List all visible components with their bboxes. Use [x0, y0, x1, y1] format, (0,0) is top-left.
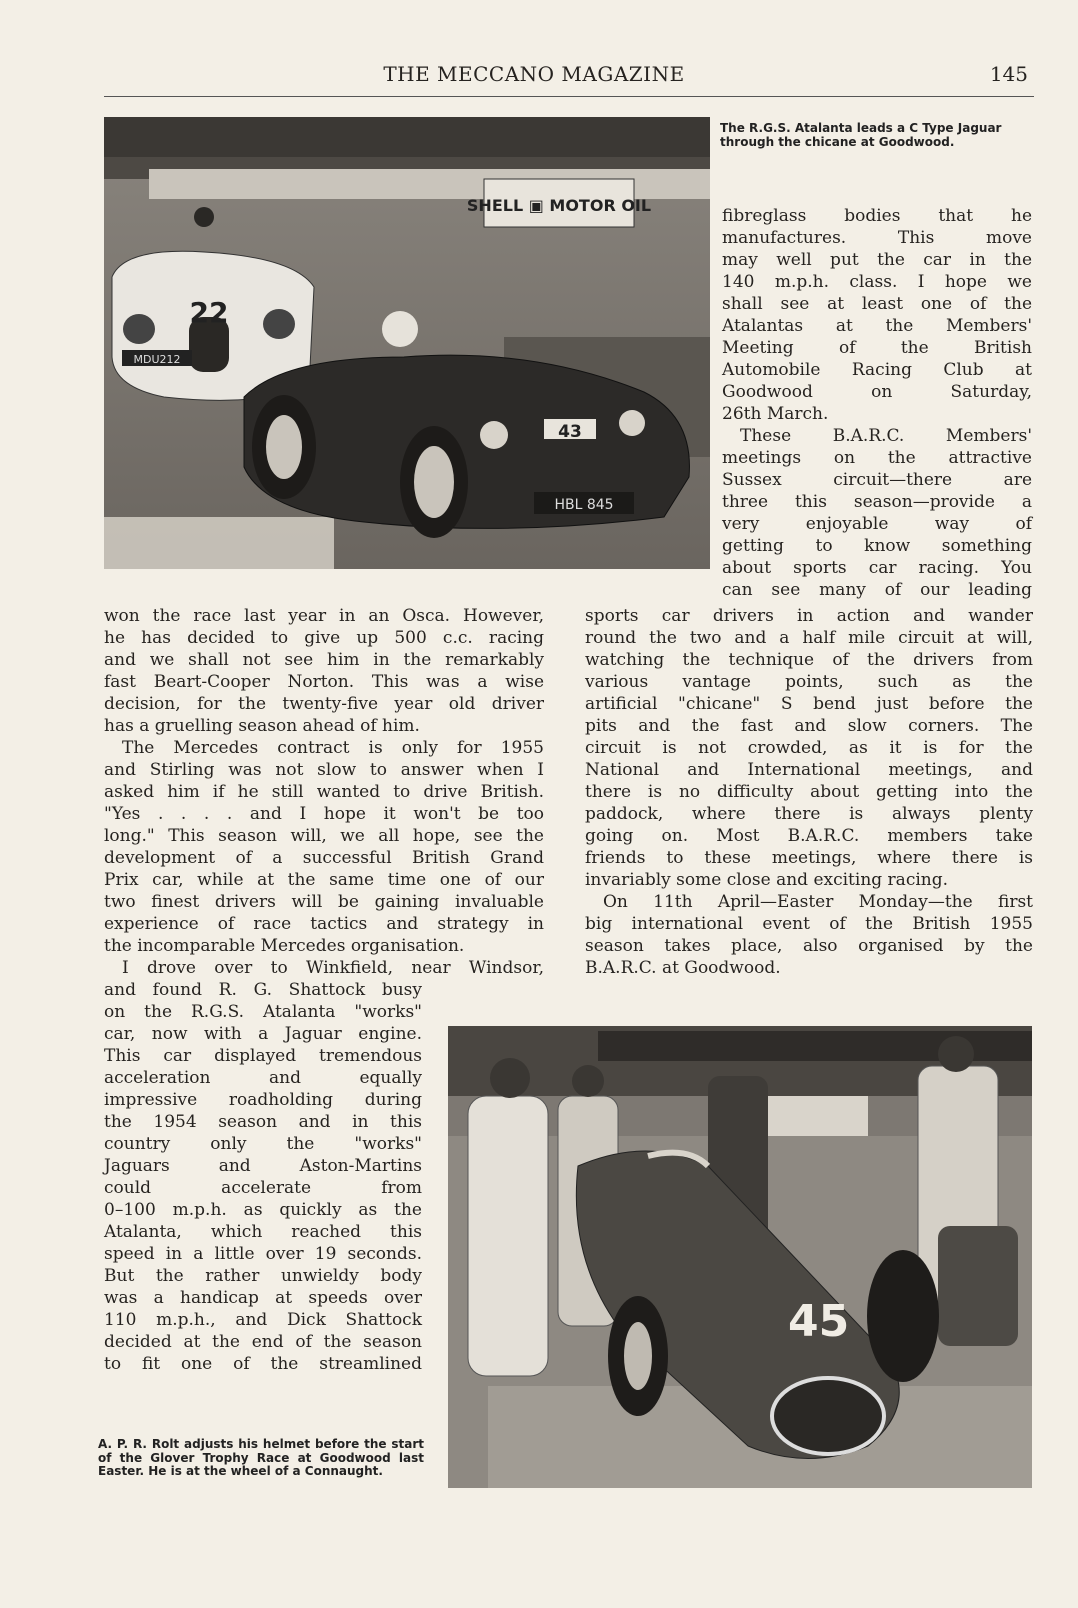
text-line: won the race last year in an Osca. However,: [104, 606, 544, 626]
pit-photo-illustration: [448, 1026, 1032, 1488]
text-line: going on. Most B.A.R.C. members take: [585, 826, 1033, 846]
magazine-title: THE MECCANO MAGAZINE: [383, 62, 685, 86]
text-line: B.A.R.C. at Goodwood.: [585, 958, 781, 978]
text-line: big international event of the British 1955: [585, 914, 1033, 934]
text-line: sports car drivers in action and wander: [585, 606, 1033, 626]
text-line: car, now with a Jaguar engine.: [104, 1024, 422, 1044]
text-line: artificial "chicane" S bend just before the: [585, 694, 1033, 714]
text-line: to fit one of the streamlined: [104, 1354, 422, 1374]
shell-sign: SHELL ▣ MOTOR OIL: [466, 196, 652, 215]
caption-top-photo: [720, 122, 1032, 149]
text-line: Goodwood on Saturday,: [722, 382, 1032, 402]
text-line: and found R. G. Shattock busy: [104, 980, 422, 1000]
text-line: decided at the end of the season: [104, 1332, 422, 1352]
photo-atalanta-jaguar: [104, 117, 710, 569]
car-45-number: 45: [788, 1296, 850, 1347]
text-line: decision, for the twenty-five year old driver: [104, 694, 544, 714]
text-line: various vantage points, such as the: [585, 672, 1033, 692]
text-line: Prix car, while at the same time one of our: [104, 870, 544, 890]
text-line: the incomparable Mercedes organisation.: [104, 936, 465, 956]
photo-connaught-rolt: [448, 1026, 1032, 1488]
text-line: Automobile Racing Club at: [722, 360, 1032, 380]
text-line: 140 m.p.h. class. I hope we: [722, 272, 1032, 292]
text-line: paddock, where there is always plenty: [585, 804, 1033, 824]
car-22-number: 22: [189, 296, 229, 329]
text-line: there is no difficulty about getting into the: [585, 782, 1033, 802]
text-line: round the two and a half mile circuit at will,: [585, 628, 1033, 648]
text-line: friends to these meetings, where there is: [585, 848, 1033, 868]
right-column-mid: [585, 605, 1033, 979]
text-line: "Yes . . . . and I hope it won't be too: [104, 804, 544, 824]
text-line: getting to know something: [722, 536, 1032, 556]
text-line: the 1954 season and in this: [104, 1112, 422, 1132]
text-line: Meeting of the British: [722, 338, 1032, 358]
text-line: These B.A.R.C. Members': [740, 426, 1032, 446]
text-line: can see many of our leading: [722, 580, 1032, 600]
text-line: pits and the fast and slow corners. The: [585, 716, 1033, 736]
text-line: may well put the car in the: [722, 250, 1032, 270]
text-line: 26th March.: [722, 404, 829, 424]
text-line: has a gruelling season ahead of him.: [104, 716, 420, 736]
text-line: acceleration and equally: [104, 1068, 422, 1088]
text-line: could accelerate from: [104, 1178, 422, 1198]
page-number: 145: [989, 62, 1028, 86]
text-line: country only the "works": [104, 1134, 422, 1154]
text-line: was a handicap at speeds over: [104, 1288, 422, 1308]
text-line: very enjoyable way of: [722, 514, 1032, 534]
text-line: Atalantas at the Members': [722, 316, 1032, 336]
text-line: This car displayed tremendous: [104, 1046, 422, 1066]
text-line: circuit is not crowded, as it is for the: [585, 738, 1033, 758]
text-line: about sports car racing. You: [722, 558, 1032, 578]
text-line: asked him if he still wanted to drive British.: [104, 782, 544, 802]
text-line: he has decided to give up 500 c.c. racing: [104, 628, 544, 648]
text-line: three this season—provide a: [722, 492, 1032, 512]
car-43-plate: HBL 845: [554, 497, 614, 513]
text-line: Jaguars and Aston-Martins: [104, 1156, 422, 1176]
text-line: The Mercedes contract is only for 1955: [122, 738, 544, 758]
page-header: [104, 62, 1034, 98]
text-line: 0–100 m.p.h. as quickly as the: [104, 1200, 422, 1220]
left-column-mid: [104, 605, 544, 979]
text-line: fast Beart-Cooper Norton. This was a wise: [104, 672, 544, 692]
right-column-top: [722, 205, 1032, 601]
caption-bottom-photo: [98, 1438, 424, 1479]
text-line: On 11th April—Easter Monday—the first: [603, 892, 1033, 912]
header-rule: [104, 96, 1034, 97]
text-line: I drove over to Winkfield, near Windsor,: [122, 958, 544, 978]
text-line: season takes place, also organised by the: [585, 936, 1033, 956]
text-line: and Stirling was not slow to answer when I: [104, 760, 544, 780]
left-column-narrow: [104, 979, 422, 1375]
text-line: development of a successful British Grand: [104, 848, 544, 868]
text-line: 110 m.p.h., and Dick Shattock: [104, 1310, 422, 1330]
text-line: But the rather unwieldy body: [104, 1266, 422, 1286]
text-line: experience of race tactics and strategy in: [104, 914, 544, 934]
car-22-plate: MDU212: [133, 353, 181, 366]
text-line: invariably some close and exciting racing.: [585, 870, 949, 890]
race-photo-illustration: [104, 117, 710, 569]
text-line: Sussex circuit—there are: [722, 470, 1032, 490]
text-line: fibreglass bodies that he: [722, 206, 1032, 226]
text-line: manufactures. This move: [722, 228, 1032, 248]
text-line: speed in a little over 19 seconds.: [104, 1244, 422, 1264]
text-line: shall see at least one of the: [722, 294, 1032, 314]
text-line: impressive roadholding during: [104, 1090, 422, 1110]
text-line: meetings on the attractive: [722, 448, 1032, 468]
text-line: Atalanta, which reached this: [104, 1222, 422, 1242]
car-43-number: 43: [558, 422, 582, 442]
text-line: and we shall not see him in the remarkably: [104, 650, 544, 670]
text-line: two finest drivers will be gaining invaluable: [104, 892, 544, 912]
text-line: watching the technique of the drivers from: [585, 650, 1033, 670]
text-line: long." This season will, we all hope, see the: [104, 826, 544, 846]
caption-bottom-text: A. P. R. Rolt adjusts his helmet before the start of the Glover Trophy Race at Goodwood last Easter. He is at the wheel of a Connaught.: [98, 1437, 424, 1478]
caption-top-text: The R.G.S. Atalanta leads a C Type Jaguar through the chicane at Goodwood.: [720, 121, 1002, 149]
text-line: National and International meetings, and: [585, 760, 1033, 780]
text-line: on the R.G.S. Atalanta "works": [104, 1002, 422, 1022]
